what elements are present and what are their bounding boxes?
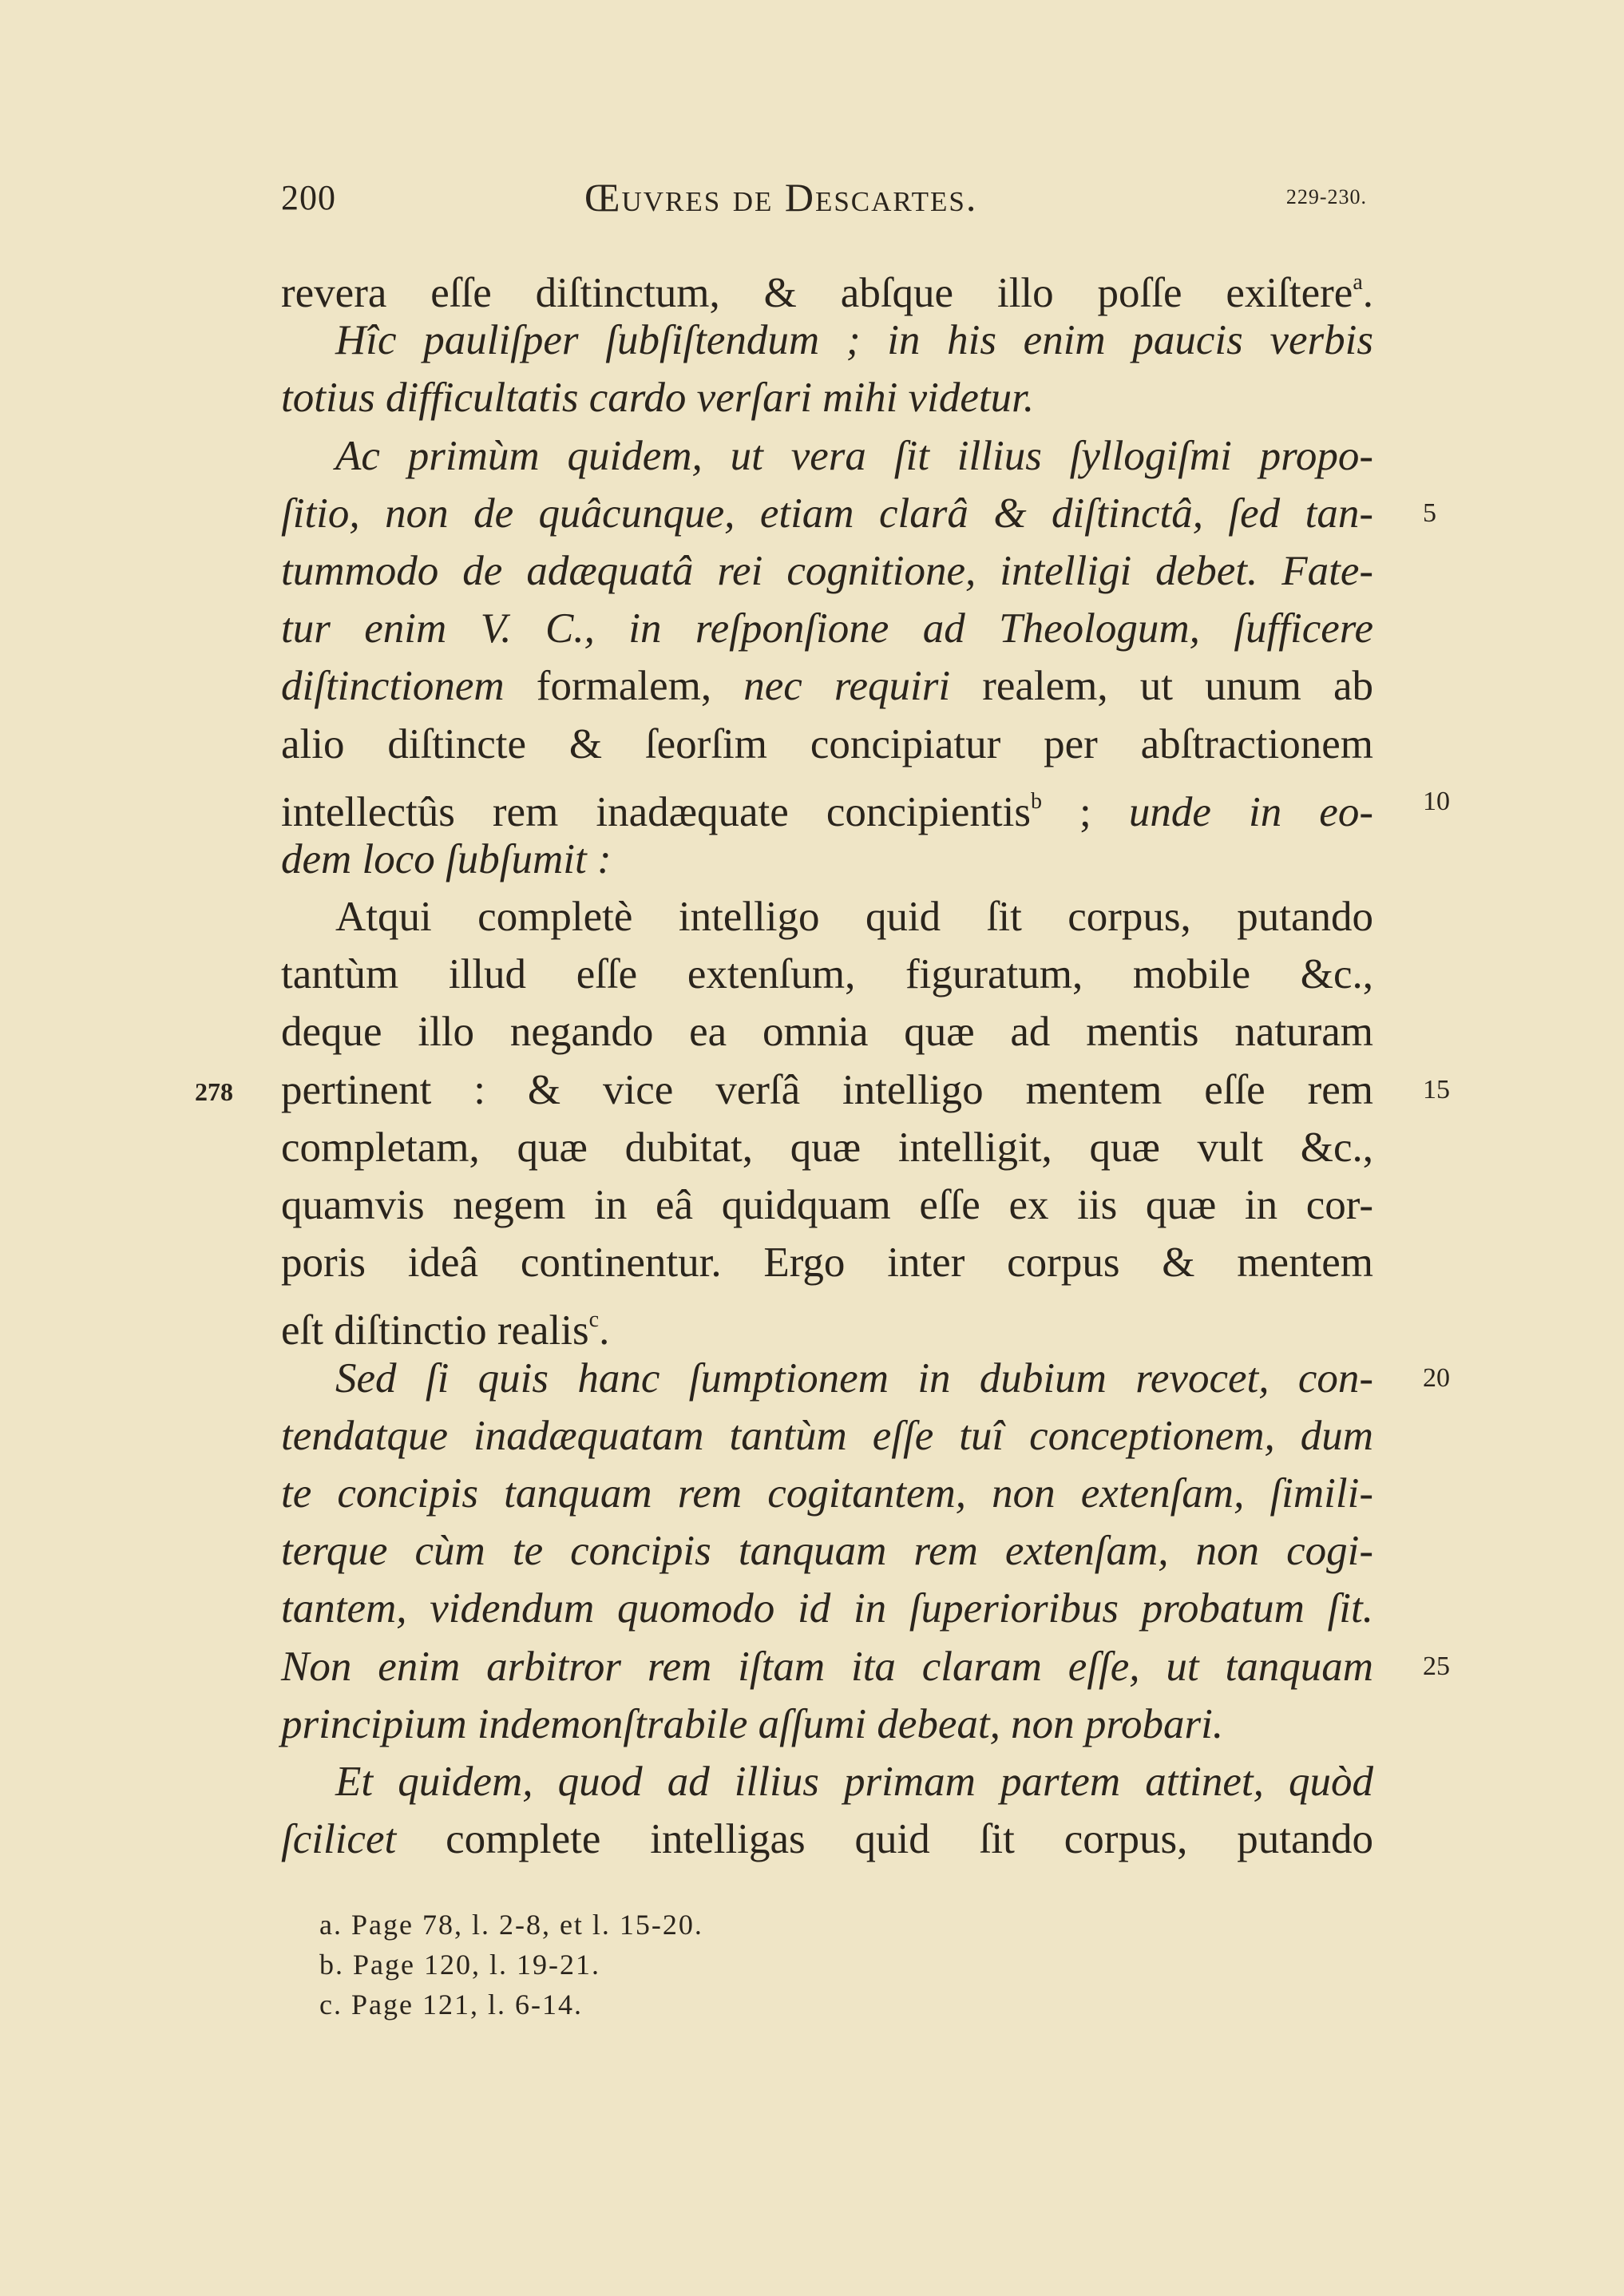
line-number: 15 <box>1423 1074 1450 1104</box>
text-line <box>281 888 1373 946</box>
text-line <box>281 1119 1373 1176</box>
text-line <box>281 1810 1373 1868</box>
text-segment: totius difficultatis cardo verſari mihi videtur. <box>281 375 1035 422</box>
text-segment: principium indemonſtrabile aſſumi debeat, non probari. <box>281 1700 1224 1747</box>
text-segment: ; <box>1041 788 1129 835</box>
text-line <box>281 657 1373 715</box>
text-line <box>195 1061 1450 1119</box>
line-number: 5 <box>1423 498 1436 528</box>
text-line <box>281 600 1373 657</box>
footnote-b: b. Page 120, l. 19-21. <box>319 1949 600 1981</box>
text-segment: Sed ſi quis hanc ſumptionem in dubium revocet, con- <box>335 1354 1373 1402</box>
text-segment: completam, quæ dubitat, quæ intelligit, quæ vult &c., <box>281 1124 1373 1171</box>
text-line <box>281 542 1373 600</box>
text-segment: realem, ut unum ab <box>982 663 1373 710</box>
text-line <box>281 1350 1450 1407</box>
text-segment: eſt diſtinctio realis <box>281 1307 589 1354</box>
text-line <box>281 716 1373 773</box>
text-line <box>281 254 1373 316</box>
margin-page-reference: 278 <box>195 1077 233 1106</box>
text-segment: Non enim arbitror rem iſtam ita claram eſſe, ut tanquam <box>281 1643 1373 1690</box>
text-segment: te concipis tanquam rem cogitantem, non extenſam, ſimili- <box>281 1469 1373 1517</box>
text-segment: deque illo negando ea omnia quæ ad mentis naturam <box>281 1009 1373 1056</box>
text-segment: revera eſſe diſtinctum, & abſque illo poſſe exiſtere <box>281 270 1353 316</box>
text-line <box>281 1234 1373 1291</box>
footnote-marker: b <box>1030 788 1042 814</box>
running-header <box>281 177 1373 225</box>
text-line <box>281 1638 1450 1695</box>
text-segment: tantùm illud eſſe extenſum, figuratum, mobile &c., <box>281 951 1373 998</box>
text-segment: diſtinctionem <box>281 663 537 710</box>
text-line <box>281 1465 1373 1522</box>
page-number: 200 <box>281 178 336 217</box>
text-segment: dem loco ſubſumit : <box>281 835 612 882</box>
page-range: 229-230. <box>1285 185 1367 208</box>
footnote-marker: a <box>1353 270 1363 295</box>
line-number: 20 <box>1423 1362 1450 1393</box>
footnote-a: a. Page 78, l. 2-8, et l. 15-20. <box>319 1909 703 1941</box>
text-segment: tantem, videndum quomodo id in ſuperioribus probatum ſit. <box>281 1585 1373 1632</box>
text-line <box>281 773 1450 835</box>
running-title: Œuvres de Descartes. <box>584 175 978 220</box>
text-segment: unde in eo- <box>1128 788 1373 835</box>
text-segment: tur enim V. C., in reſponſione ad Theologum, ſufficere <box>281 605 1373 652</box>
text-line <box>281 1753 1373 1810</box>
text-line <box>281 1695 1373 1753</box>
text-line <box>281 1522 1373 1580</box>
text-segment: terque cùm te concipis tanquam rem extenſam, non cogi- <box>281 1528 1373 1575</box>
text-segment: Ac primùm quidem, ut vera ſit illius ſyllogiſmi propo- <box>335 432 1373 479</box>
text-segment: poris ideâ continentur. Ergo inter corpus & mentem <box>281 1239 1373 1287</box>
punctuation: . <box>1362 270 1373 316</box>
text-segment: tendatque inadæquatam tantùm eſſe tuî conceptionem, dum <box>281 1412 1373 1459</box>
text-line <box>281 831 1373 888</box>
text-segment: formalem, <box>536 663 744 710</box>
text-line <box>281 485 1436 542</box>
text-line <box>281 1003 1373 1061</box>
text-line <box>281 1176 1373 1234</box>
text-segment: Atqui completè intelligo quid ſit corpus, putando <box>335 894 1373 941</box>
text-line <box>281 369 1373 426</box>
footnote-marker: c <box>588 1307 600 1333</box>
text-segment: ſitio, non de quâcunque, etiam clarâ & diſtinctâ, ſed tan- <box>281 490 1373 537</box>
text-line <box>281 1407 1373 1465</box>
punctuation: . <box>599 1307 610 1354</box>
footnotes <box>319 1905 1038 2024</box>
text-segment: alio diſtincte & ſeorſim concipiatur per abſtractionem <box>281 720 1373 767</box>
text-segment: tummodo de adæquatâ rei cognitione, intelligi debet. Fate- <box>281 547 1373 594</box>
line-number: 25 <box>1423 1651 1450 1681</box>
text-segment: nec requiri <box>743 663 983 710</box>
text-body <box>195 254 1450 1868</box>
text-line <box>281 311 1373 369</box>
footnote-c: c. Page 121, l. 6-14. <box>319 1989 583 2020</box>
text-segment: intellectûs rem inadæquate concipientis <box>281 788 1031 835</box>
text-segment: pertinent : & vice verſâ intelligo mentem eſſe rem <box>281 1066 1373 1113</box>
text-segment: Et quidem, quod ad illius primam partem attinet, quòd <box>335 1758 1373 1805</box>
text-line <box>281 946 1373 1003</box>
line-number: 10 <box>1423 786 1450 816</box>
text-line <box>281 427 1373 485</box>
text-segment: quamvis negem in eâ quidquam eſſe ex iis quæ in cor- <box>281 1182 1373 1228</box>
text-segment: Hîc pauliſper ſubſiſtendum ; in his enim paucis verbis <box>335 317 1373 364</box>
text-line <box>281 1291 1373 1354</box>
text-line <box>281 1580 1373 1637</box>
text-segment: complete intelligas quid ſit corpus, putando <box>446 1816 1373 1863</box>
text-segment: ſcilicet <box>281 1816 446 1863</box>
